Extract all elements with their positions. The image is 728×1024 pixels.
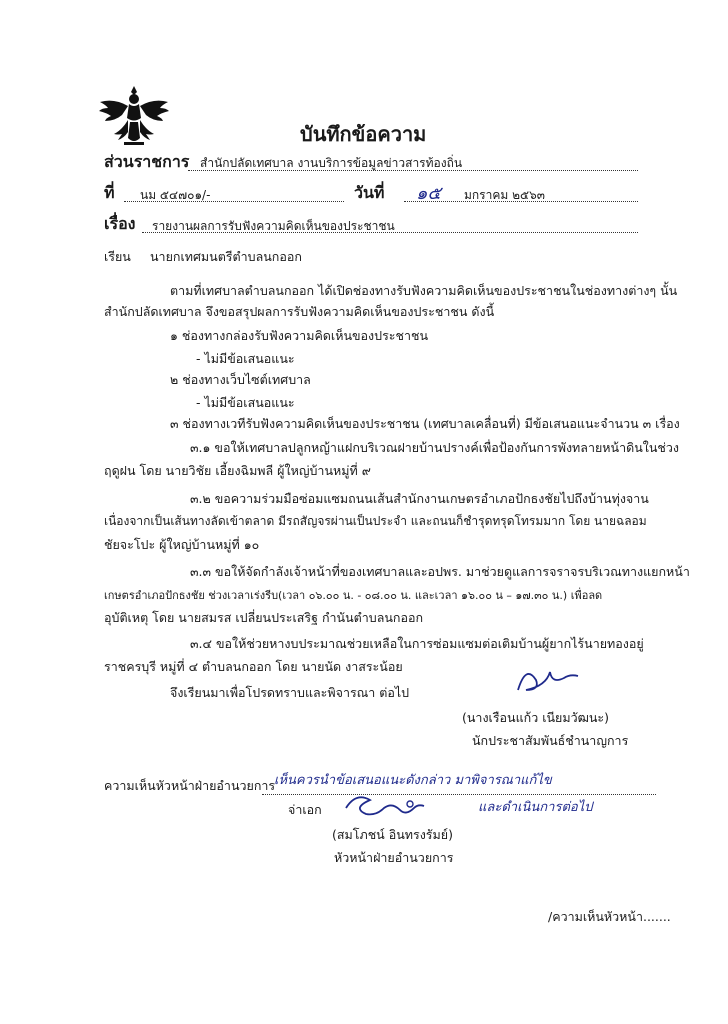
item-3-4-line-2: ราชครบุรี หมู่ที่ ๔ ตำบลนกออก โดย นายนัด งาสระน้อย <box>104 659 403 674</box>
opinion-label: ความเห็นหัวหน้าฝ่ายอำนวยการ <box>104 778 276 793</box>
item-3-4-line-1: ๓.๔ ขอให้ช่วยหางบประมาณช่วยเหลือในการซ่อมแซมต่อเติมบ้านผู้ยากไร้นายทองอยู่ <box>190 636 644 651</box>
ref-label: ที่ <box>104 183 115 202</box>
ref-value: นม ๕๔๗๐๑/- <box>140 188 211 202</box>
to-value: นายกเทศมนตรีตำบลนกออก <box>150 249 302 264</box>
opinion-handwritten-line-1: เห็นควรนำข้อเสนอแนะดังกล่าว มาพิจารณาแก้ไข <box>274 773 552 788</box>
opinion-rank: จ่าเอก <box>288 802 322 817</box>
intro-line-2: สำนักปลัดเทศบาล จึงขอสรุปผลการรับฟังความคิดเห็นของประชาชน ดังนี้ <box>104 304 495 319</box>
opinion-dotline <box>262 794 656 795</box>
subject-label: เรื่อง <box>104 214 136 233</box>
channel-1-title: ๑ ช่องทางกล่องรับฟังความคิดเห็นของประชาชน <box>170 328 429 343</box>
item-3-3-line-1: ๓.๓ ขอให้จัดกำลังเจ้าหน้าที่ของเทศบาลและอปพร. มาช่วยดูแลการจราจรบริเวณทางแยกหน้า <box>190 564 690 579</box>
signature-1-icon <box>508 660 588 700</box>
signer-1-name: (นางเรือนแก้ว เนียมวัฒนะ) <box>462 710 610 725</box>
channel-2-result: - ไม่มีข้อเสนอแนะ <box>196 395 295 410</box>
item-3-2-line-1: ๓.๒ ขอความร่วมมือซ่อมแซมถนนเส้นสำนักงานเกษตรอำเภอปักธงชัยไปถึงบ้านทุ่งจาน <box>190 491 649 506</box>
item-3-2-line-2: เนื่องจากเป็นเส้นทางลัดเข้าตลาด มีรถสัญจรผ่านเป็นประจำ และถนนก็ชำรุดทรุดโทรมมาก โดย นายฉลอม <box>104 514 647 528</box>
to-label: เรียน <box>104 249 131 264</box>
channel-3-title: ๓ ช่องทางเวทีรับฟังความคิดเห็นของประชาชน (เทศบาลเคลื่อนที่) มีข้อเสนอแนะจำนวน ๓ เรื่อง <box>170 416 680 431</box>
signer-1-position: นักประชาสัมพันธ์ชำนาญการ <box>472 733 629 748</box>
item-3-2-line-3: ชัยจะโปะ ผู้ใหญ่บ้านหมู่ที่ ๑๐ <box>104 537 260 552</box>
continue-marker: /ความเห็นหัวหน้า....... <box>548 909 671 924</box>
item-3-3-line-3: อุบัติเหตุ โดย นายสมรส เปลี่ยนประเสริฐ กำนันตำบลนกออก <box>104 610 424 625</box>
garuda-emblem-icon <box>98 82 170 150</box>
agency-value: สำนักปลัดเทศบาล งานบริการข้อมูลข่าวสารท้องถิ่น <box>200 156 463 170</box>
item-3-1-line-1: ๓.๑ ขอให้เทศบาลปลูกหญ้าแฝกบริเวณฝายบ้านปรางค์เพื่อป้องกันการพังทลายหน้าดินในช่วง <box>190 440 680 455</box>
date-day-handwritten: ๑๕ <box>416 183 442 204</box>
subject-value: รายงานผลการรับฟังความคิดเห็นของประชาชน <box>152 219 395 233</box>
item-3-1-line-2: ฤดูฝน โดย นายวิชัย เอี้ยงฉิมพลี ผู้ใหญ่บ้านหมู่ที่ ๙ <box>104 463 371 478</box>
page-title: บันทึกข้อความ <box>300 122 427 146</box>
date-label: วันที่ <box>354 183 385 202</box>
agency-label: ส่วนราชการ <box>104 152 190 171</box>
intro-line-1: ตามที่เทศบาลตำบลนกออก ได้เปิดช่องทางรับฟังความคิดเห็นของประชาชนในช่องทางต่างๆ นั้น <box>170 283 678 298</box>
closing-line: จึงเรียนมาเพื่อโปรดทราบและพิจารณา ต่อไป <box>170 685 410 700</box>
opinion-signer-name: (สมโภชน์ อินทรงรัมย์) <box>332 827 453 842</box>
channel-2-title: ๒ ช่องทางเว็บไซต์เทศบาล <box>170 372 311 387</box>
item-3-3-line-2: เกษตรอำเภอปักธงชัย ช่วงเวลาเร่งรีบ(เวลา ๐๖.๐๐ น. - ๐๘.๐๐ น. และเวลา ๑๖.๐๐ น – ๑๗.๓๐ น.) เพื่อลด <box>104 589 603 602</box>
opinion-handwritten-line-2: และดำเนินการต่อไป <box>478 800 593 815</box>
signature-2-icon <box>340 790 430 822</box>
opinion-signer-position: หัวหน้าฝ่ายอำนวยการ <box>334 850 454 865</box>
channel-1-result: - ไม่มีข้อเสนอแนะ <box>196 351 295 366</box>
date-month-year: มกราคม ๒๕๖๓ <box>464 188 545 202</box>
